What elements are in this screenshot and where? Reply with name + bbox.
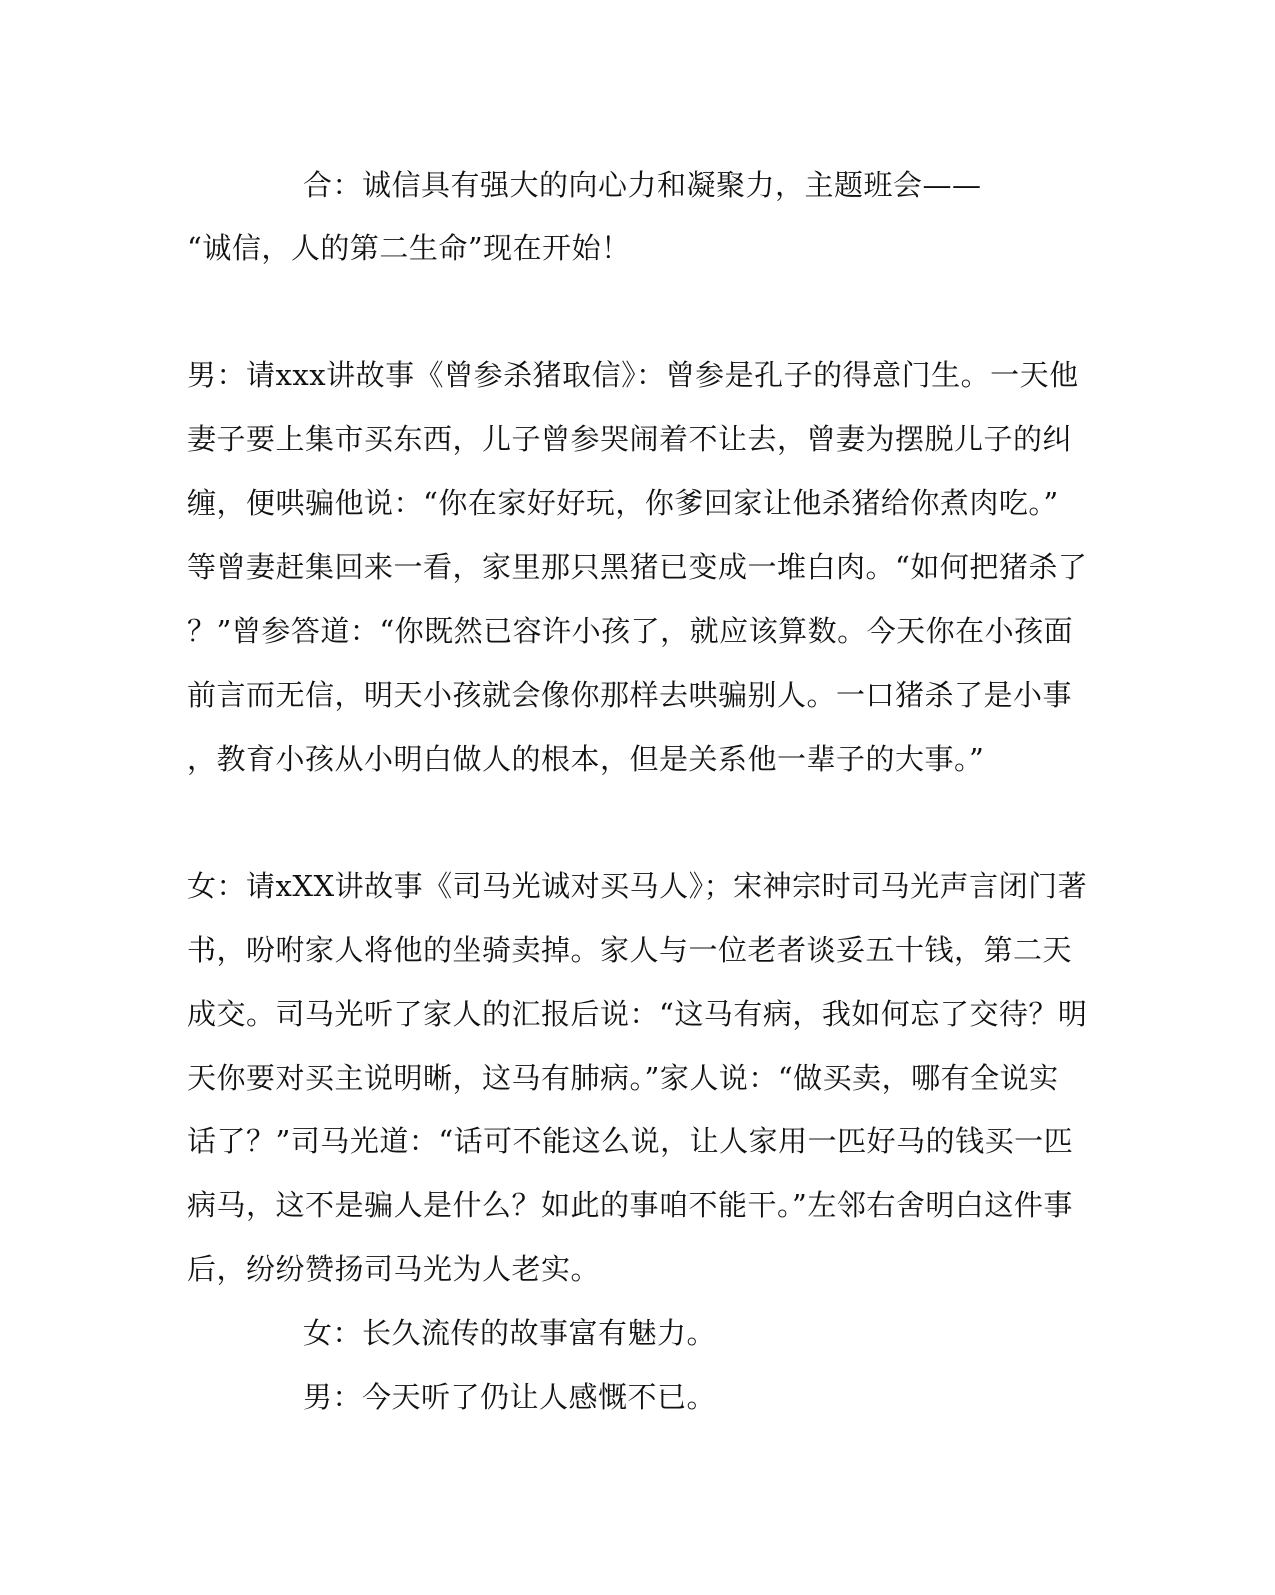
story-simaguang-line: 病马，这不是骗人是什么？如此的事咱不能干。”左邻右舍明白这件事: [187, 1188, 1073, 1222]
story-simaguang-line: 成交。司马光听了家人的汇报后说：“这马有病，我如何忘了交待？明: [187, 997, 1088, 1031]
story-simaguang-line: 话了？”司马光道：“话可不能这么说，让人家用一匹好马的钱买一匹: [187, 1124, 1074, 1158]
story-zengshen-line: ，教育小孩从小明白做人的根本，但是关系他一辈子的大事。”: [187, 742, 985, 776]
opening-line: “诚信，人的第二生命”现在开始！: [187, 231, 631, 265]
closing-line: 女：长久流传的故事富有魅力。: [303, 1316, 717, 1350]
story-zengshen-line: 等曾妻赶集回来一看，家里那只黑猪已变成一堆白肉。“如何把猪杀了: [187, 550, 1088, 584]
story-zengshen-line: 男：请xxx讲故事《曾参杀猪取信》：曾参是孔子的得意门生。一天他: [187, 358, 1079, 392]
opening-line: 合：诚信具有强大的向心力和凝聚力，主题班会——: [303, 168, 982, 202]
closing-line: 男：今天听了仍让人感慨不已。: [303, 1380, 717, 1414]
story-simaguang-line: 天你要对买主说明晰，这马有肺病。”家人说：“做买卖，哪有全说实: [187, 1061, 1059, 1095]
story-simaguang-line: 后，纷纷赞扬司马光为人老实。: [187, 1252, 601, 1286]
story-zengshen-line: ？”曾参答道：“你既然已容许小孩了，就应该算数。今天你在小孩面: [187, 614, 1074, 648]
story-simaguang-line: 女：请xXX讲故事《司马光诚对买马人》；宋神宗时司马光声言闭门著: [187, 869, 1088, 903]
story-simaguang-line: 书，吩咐家人将他的坐骑卖掉。家人与一位老者谈妥五十钱，第二天: [187, 933, 1073, 967]
story-zengshen-line: 前言而无信，明天小孩就会像你那样去哄骗别人。一口猪杀了是小事: [187, 678, 1073, 712]
story-zengshen-line: 缠，便哄骗他说：“你在家好好玩，你爹回家让他杀猪给你煮肉吃。”: [187, 486, 1059, 520]
story-zengshen-line: 妻子要上集市买东西，儿子曾参哭闹着不让去，曾妻为摆脱儿子的纠: [187, 422, 1073, 456]
